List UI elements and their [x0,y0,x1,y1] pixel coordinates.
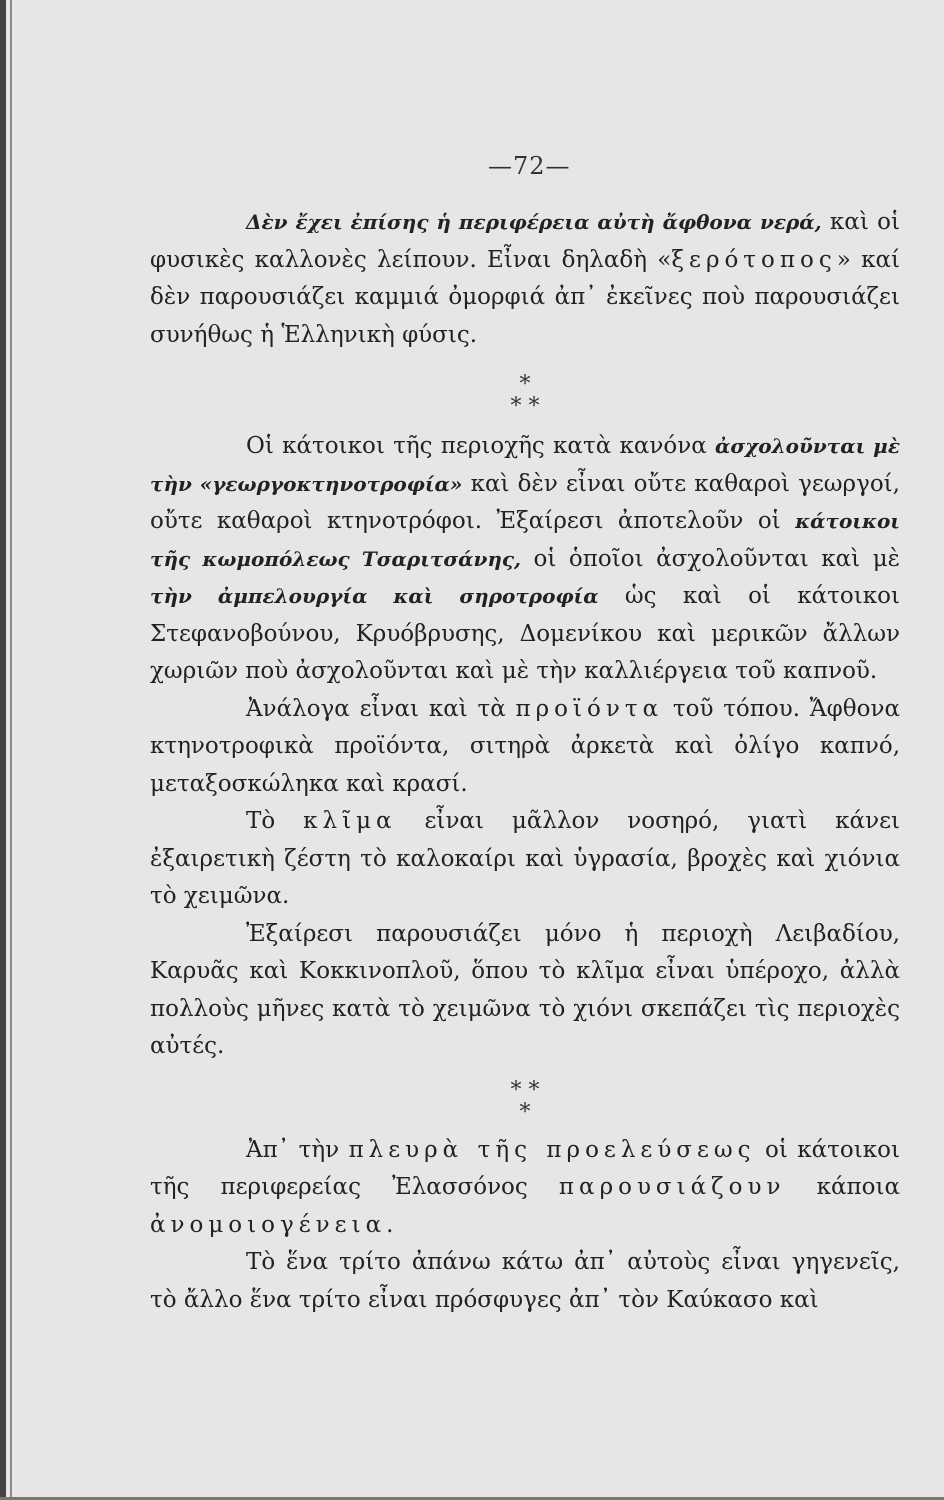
emphasis: ἀσχολοῦνται μὲ τὴν «γεωργοκτηνοτροφία» [150,434,900,496]
paragraph-3: Ἀνάλογα εἶναι καὶ τὰ προϊόντα τοῦ τόπου. Ἄφθονα κτηνοτροφικὰ προϊόντα, σιτηρὰ ἀρκετὰ καὶ ὀλίγο καπνό, μεταξοσκώληκα καὶ κρασί. [150,695,900,797]
paragraph-4: Τὸ κλῖμα εἶναι μᾶλλον νοσηρό, γιατὶ κάνει ἐξαιρετικὴ ζέστη τὸ καλοκαίρι καὶ ὑγρασία, βροχὲς καὶ χιόνια τὸ χειμῶνα. [150,808,900,909]
paragraph-1: Δὲν ἔχει ἐπίσης ἡ περιφέρεια αὐτὴ ἄφθονα νερά, καὶ οἱ φυσικὲς καλλονὲς λείπουν. Εἶναι δηλαδὴ «ξερότοπος» καί δὲν παρουσιάζει καμμιά ὀμορφιά ἀπ᾽ ἐκεῖνες ποὺ παρουσιάζει συνήθως ἡ Ἑλληνικὴ φύσις. [150,209,900,348]
paragraph-2: Οἱ κάτοικοι τῆς περιοχῆς κατὰ κανόνα ἀσχολοῦνται μὲ τὴν «γεωργοκτηνοτροφία» καὶ δὲν εἶναι οὔτε καθαροὶ γεωργοί, οὔτε καθαροὶ κτηνοτρόφοι. Ἐξαίρεσι ἀποτελοῦν οἱ κάτοικοι τῆς κωμοπόλεως Τσαριτσάνης, οἱ ὁποῖοι ἀσχολοῦνται καὶ μὲ τὴν ἀμπελουργία καὶ σηροτροφία ὡς καὶ οἱ κάτοικοι Στεφανοβούνου, Κρυόβρυσης, Δομενίκου καὶ μερικῶν ἄλλων χωριῶν ποὺ ἀσχολοῦνται καὶ μὲ τὴν καλλιέργεια τοῦ καπνοῦ. [150,433,900,684]
spaced-term: παρουσιάζουν [558,1174,786,1200]
emphasis: τὴν ἀμπελουργία καὶ σηροτροφία [150,584,599,608]
binding-shadow [0,0,6,1500]
section-separator: * * * [510,1077,540,1125]
paragraph-6: Ἀπ᾽ τὴν πλευρὰ τῆς προελεύσεως οἱ κάτοικοι τῆς περιφερείας Ἐλασσόνος παρουσιάζουν κάποια ἀνομοιογένεια. [150,1136,901,1238]
section-separator: * * * [510,372,540,419]
spaced-term: ἀνομοιογένεια. [150,1211,399,1238]
spaced-term: κλῖμα [303,808,397,834]
paragraph-7: Τὸ ἕνα τρίτο ἀπάνω κάτω ἀπ᾽ αὐτοὺς εἶναι γηγενεῖς, τὸ ἄλλο ἕνα τρίτο εἶναι πρόσφυγες ἀπ᾽ τὸν Καύκασο καὶ [150,1249,900,1313]
body-text [150,204,900,1319]
spaced-term: ξερότοπος [671,246,837,273]
paragraph-5: Ἐξαίρεσι παρουσιάζει μόνο ἡ περιοχὴ Λειβαδίου, Καρυᾶς καὶ Κοκκινοπλοῦ, ὅπου τὸ κλῖμα εἶναι ὑπέροχο, ἀλλὰ πολλοὺς μῆνες κατὰ τὸ χειμῶνα τὸ χιόνι σκεπάζει τὶς περιοχὲς αὐτές. [150,920,900,1059]
emphasis: Δὲν ἔχει ἐπίσης ἡ περιφέρεια αὐτὴ ἄφθονα νερά, [246,210,822,234]
spaced-term: πλευρὰ τῆς προελεύσεως [348,1136,756,1163]
binding-line [10,0,12,1500]
spaced-term: προϊόντα [515,695,664,722]
emphasis: κάτοικοι τῆς κωμοπόλεως Τσαριτσάνης, [150,509,900,571]
page-number: —72— [488,152,571,180]
